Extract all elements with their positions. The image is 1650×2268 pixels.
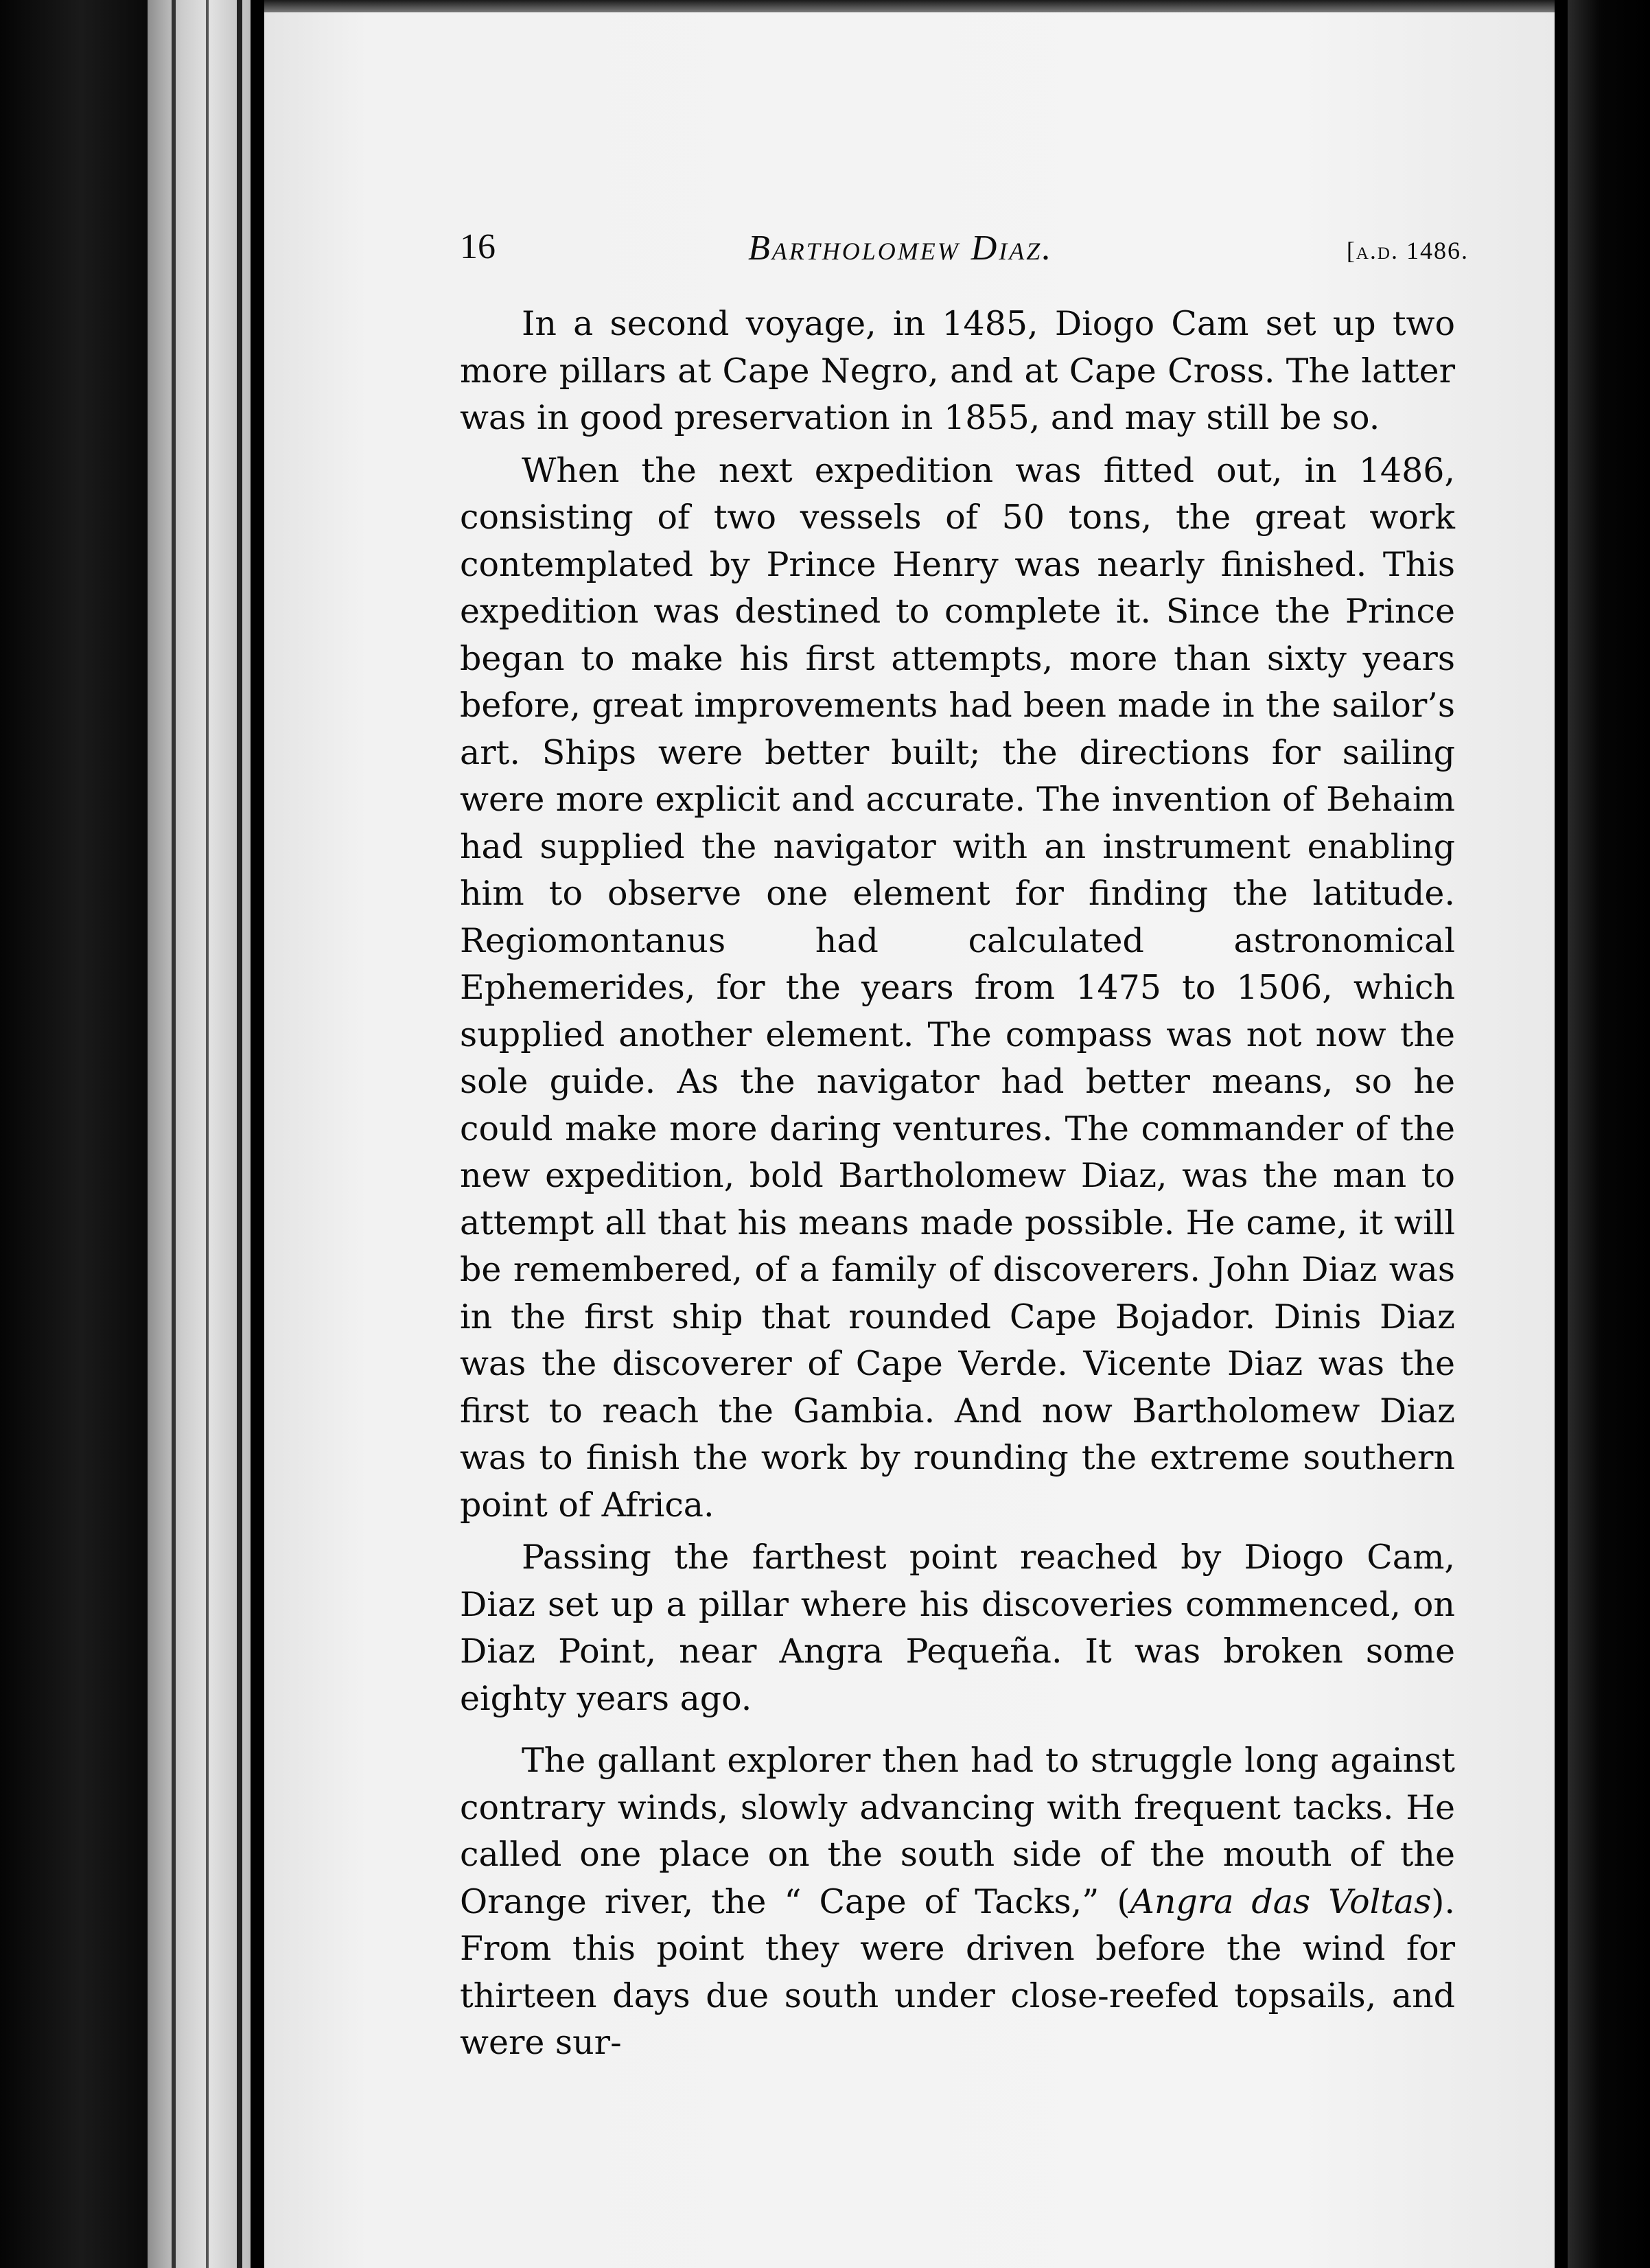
- page-edge-line: [237, 0, 242, 2268]
- right-margin-shadow: [1568, 0, 1650, 2268]
- paragraph-text: ). From this point they were driven before the wind for thirteen days due south under close-reefed topsails, and were sur-: [460, 1882, 1455, 2062]
- paragraph-text: The gallant explorer then had to struggle long against contrary winds, slowly advancing with frequent tacks. He called one place on the south side of the mouth of the Orange river, the “ Cape of Tacks,” (: [460, 1741, 1455, 1921]
- paragraph-cape-of-tacks: [460, 1737, 1455, 2067]
- book-page: [264, 0, 1555, 2268]
- page-edge-line: [206, 0, 209, 2268]
- page-edge-line: [172, 0, 176, 2268]
- running-head: [460, 227, 1469, 295]
- page-number: 16: [460, 227, 496, 266]
- italic-place-name: Angra das Voltas: [1130, 1882, 1432, 1921]
- underlying-page-edge: [148, 0, 251, 2268]
- paragraph-second-voyage: In a second voyage, in 1485, Diogo Cam set up two more pillars at Cape Negro, and at Cape Cross. The latter was in good preservation in 1855, and may still be so.: [460, 304, 1455, 437]
- paragraph-diaz-point: Passing the farthest point reached by Diogo Cam, Diaz set up a pillar where his discoveries commenced, on Diaz Point, near Angra Pequeña. It was broken some eighty years ago.: [460, 1538, 1455, 1718]
- page-top-edge: [264, 0, 1555, 12]
- running-date: [a.d. 1486.: [1346, 237, 1469, 264]
- page-text-block: [460, 227, 1469, 2067]
- paragraph-next-expedition: When the next expedition was fitted out, in 1486, consisting of two vessels of 50 tons, the great work contemplated by Prince Henry was nearly finished. This expedition was destined to complete it. Since the Prince began to make his first attempts, more than sixty years before, great improvements had been made in the sailor’s art. Ships were better built; the directions for sailing were more explicit and accurate. The invention of Behaim had supplied the navigator with an instrument enabling him to observe one element for finding the latitude. Regiomontanus had calculated astronomical Ephemerides, for the years from 1475 to 1506, which supplied another element. The compass was not now the sole guide. As the navigator had better means, so he could make more daring ventures. The commander of the new expedition, bold Bartholomew Diaz, was the man to attempt all that his means made possible. He came, it will be remembered, of a family of discoverers. John Diaz was in the first ship that rounded Cape Bojador. Dinis Diaz was the discoverer of Cape Verde. Vicente Diaz was the first to reach the Gambia. And now Bartholomew Diaz was to finish the work by rounding the extreme southern point of Africa.: [460, 450, 1455, 1525]
- book-binding-shadow: [0, 0, 148, 2268]
- running-title: Bartholomew Diaz.: [748, 229, 1054, 268]
